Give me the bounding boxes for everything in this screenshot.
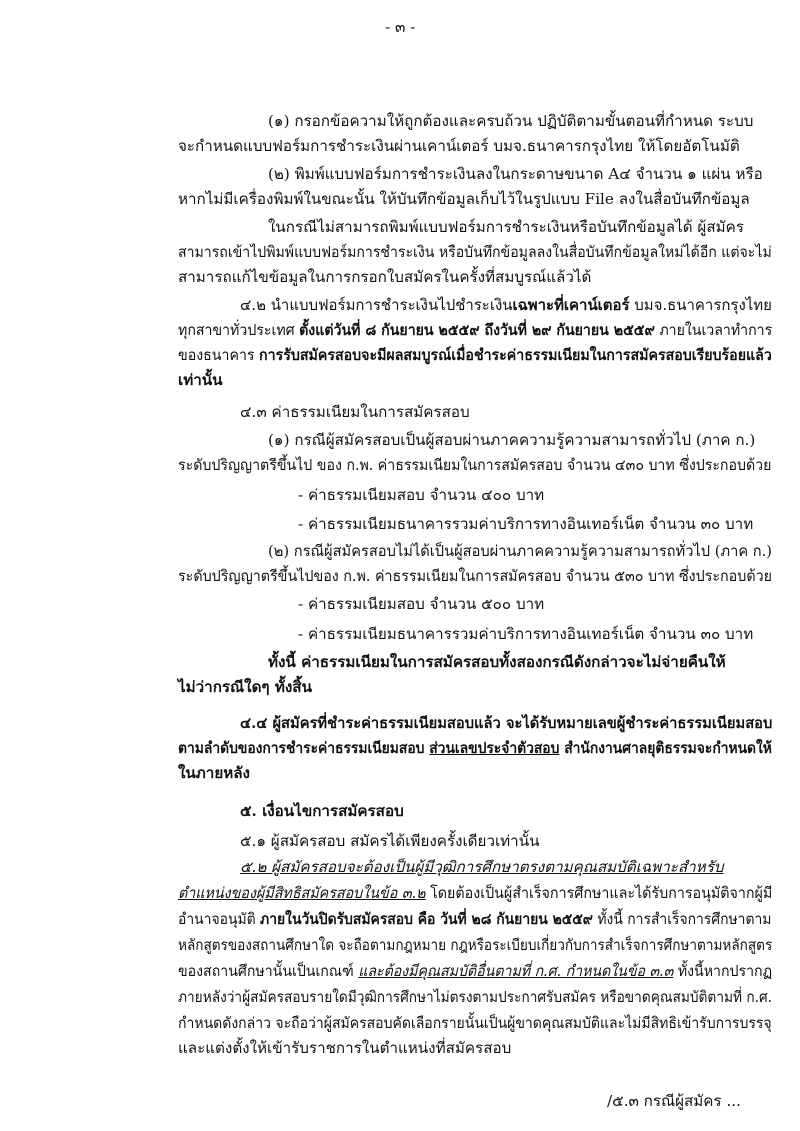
print-note-line-1: ในกรณีไม่สามารถพิมพ์แบบฟอร์มการชำระเงินหรือบันทึกข้อมูลได้ ผู้สมัคร [268,218,744,236]
section-4-4-line-3: ในภายหลัง [178,764,250,782]
section-4-4-line-1: ๔.๔ ผู้สมัครที่ชำระค่าธรรมเนียมสอบแล้ว จะได้รับหมายเลขผู้ชำระค่าธรรมเนียมสอบ [240,714,773,732]
fee-case-2-line-1: (๒) กรณีผู้สมัครสอบไม่ได้เป็นผู้สอบผ่านภาคความรู้ความสามารถทั่วไป (ภาค ก.) [268,542,772,560]
section-4-3-heading: ๔.๓ ค่าธรรมเนียมในการสมัครสอบ [240,403,470,421]
completion-condition: การรับสมัครสอบจะมีผลสมบูรณ์เมื่อชำระค่าธรรมเนียมในการสมัครสอบเรียบร้อยแล้ว [259,346,772,364]
section-4-2-line-4: เท่านั้น [178,371,223,389]
section-4-4-line-2 [178,737,772,759]
non-refund-note-line-1: ทั้งนี้ ค่าธรรมเนียมในการสมัครสอบทั้งสองกรณีดังกล่าวจะไม่จ่ายคืนให้ [268,653,726,671]
eligible-position-ref: ตำแหน่งของผู้มีสิทธิสมัครสอบในข้อ ๓.๒ [178,884,426,902]
section-5-2-line-3 [178,908,771,930]
nationwide-branches: ทุกสาขาทั่วประเทศ [178,321,300,339]
section-4-2-line-2 [178,319,772,341]
graduation-requirement: โดยต้องเป็นผู้สำเร็จการศึกษาและได้รับการอนุมัติจากผู้มี [425,884,773,902]
payment-order-text: ตามลำดับของการชำระค่าธรรมเนียมสอบ [178,739,430,757]
non-refund-note-line-2: ไม่ว่ากรณีใดๆ ทั้งสิ้น [178,678,312,696]
section-5-2-line-4: หลักสูตรของสถานศึกษาใด จะถือตามกฎหมาย กฎหรือระเบียบเกี่ยวกับการสำเร็จการศึกษาตามหลักสูตร [178,936,773,954]
other-qualifications-ref: และต้องมีคุณสมบัติอื่นตามที่ ก.ศ. กำหนดในข้อ ๓.๓ [358,962,674,980]
exam-id-underlined: ส่วนเลขประจำตัวสอบ [429,739,560,757]
fee-case-1-item-2: - ค่าธรรมเนียมธนาคารรวมค่าบริการทางอินเทอร์เน็ต จำนวน ๓๐ บาท [298,515,754,533]
step-1-line-2: จะกำหนดแบบฟอร์มการชำระเงินผ่านเคาน์เตอร์ บมจ.ธนาคารกรุงไทย ให้โดยอัตโนมัติ [178,137,740,155]
section-5-2-line-2 [178,882,772,904]
section-5-2-line-7: กำหนดดังกล่าว จะถือว่าผู้สมัครสอบคัดเลือกรายนั้นเป็นผู้ขาดคุณสมบัติและไม่มีสิทธิเข้ารับการบรรจุ [178,1014,772,1032]
page-number: - ๓ - [385,18,416,36]
institution-criteria: ของสถานศึกษานั้นเป็นเกณฑ์ [178,962,359,980]
if-found-text: ทั้งนี้หากปรากฏ [673,962,773,980]
payment-period: ตั้งแต่วันที่ ๘ กันยายน ๒๕๕๙ ถึงวันที่ ๒๙ กันยายน ๒๕๕๙ [299,321,655,339]
bank-name: บมจ.ธนาคารกรุงไทย [629,296,772,314]
section-5-heading: ๕. เงื่อนไขการสมัครสอบ [240,802,404,820]
closing-date: ภายในวันปิดรับสมัครสอบ คือ วันที่ ๒๘ กันยายน ๒๕๕๙ [260,910,593,928]
section-5-2-line-5 [178,960,772,982]
bank-text: ของธนาคาร [178,346,260,364]
step-2-line-2: หากไม่มีเครื่องพิมพ์ในขณะนั้น ให้บันทึกข้อมูลเก็บไว้ในรูปแบบ File ลงในสื่อบันทึกข้อมูล [178,190,750,208]
court-office-text: สำนักงานศาลยุติธรรมจะกำหนดให้ [559,739,772,757]
graduation-text: ทั้งนี้ การสำเร็จการศึกษาตาม [592,910,772,928]
fee-case-2-item-1: - ค่าธรรมเนียมสอบ จำนวน ๕๐๐ บาท [298,595,545,613]
fee-case-1-line-2: ระดับปริญญาตรีขึ้นไป ของ ก.พ. ค่าธรรมเนียมในการสมัครสอบ จำนวน ๔๓๐ บาท ซึ่งประกอบด้วย [178,456,772,474]
section-5-1: ๕.๑ ผู้สมัครสอบ สมัครได้เพียงครั้งเดียวเท่านั้น [240,832,540,850]
fee-case-1-item-1: - ค่าธรรมเนียมสอบ จำนวน ๔๐๐ บาท [298,486,545,504]
section-5-2-line-6: ภายหลังว่าผู้สมัครสอบรายใดมีวุฒิการศึกษาไม่ตรงตามประกาศรับสมัคร หรือขาดคุณสมบัติตามที่ ก.ศ. [178,988,772,1006]
fee-case-2-item-2: - ค่าธรรมเนียมธนาคารรวมค่าบริการทางอินเทอร์เน็ต จำนวน ๓๐ บาท [298,625,754,643]
continuation-marker: /๕.๓ กรณีผู้สมัคร ... [607,1092,741,1110]
counter-only-emphasis: เฉพาะที่เคาน์เตอร์ [512,296,630,314]
step-2-line-1: (๒) พิมพ์แบบฟอร์มการชำระเงินลงในกระดาษขนาด A๔ จำนวน ๑ แผ่น หรือ [268,165,763,183]
approval-authority: อำนาจอนุมัติ [178,910,261,928]
section-5-2-line-8: และแต่งตั้งให้เข้ารับราชการในตำแหน่งที่สมัครสอบ [178,1039,512,1057]
fee-case-2-line-2: ระดับปริญญาตรีขึ้นไปของ ก.พ. ค่าธรรมเนียมในการสมัครสอบ จำนวน ๕๓๐ บาท ซึ่งประกอบด้วย [178,567,772,585]
section-4-2-line-1 [240,294,772,316]
business-hours: ภายในเวลาทำการ [654,321,773,339]
print-note-line-2: สามารถเข้าไปพิมพ์แบบฟอร์มการชำระเงิน หรือบันทึกข้อมูลลงในสื่อบันทึกข้อมูลใหม่ได้อีก แต่จะไม่ [178,243,772,261]
section-4-2-line-3 [178,344,772,366]
section-5-2-line-1: ๕.๒ ผู้สมัครสอบจะต้องเป็นผู้มีวุฒิการศึกษาตรงตามคุณสมบัติเฉพาะสำหรับ [240,858,724,876]
fee-case-1-line-1: (๑) กรณีผู้สมัครสอบเป็นผู้สอบผ่านภาคความรู้ความสามารถทั่วไป (ภาค ก.) [268,431,756,449]
section-4-2-text: ๔.๒ นำแบบฟอร์มการชำระเงินไปชำระเงิน [240,296,513,314]
print-note-line-3: สามารถแก้ไขข้อมูลในการกรอกใบสมัครในครั้งที่สมบูรณ์แล้วได้ [178,268,592,286]
step-1-line-1: (๑) กรอกข้อความให้ถูกต้องและครบถ้วน ปฏิบัติตามขั้นตอนที่กำหนด ระบบ [268,112,754,130]
